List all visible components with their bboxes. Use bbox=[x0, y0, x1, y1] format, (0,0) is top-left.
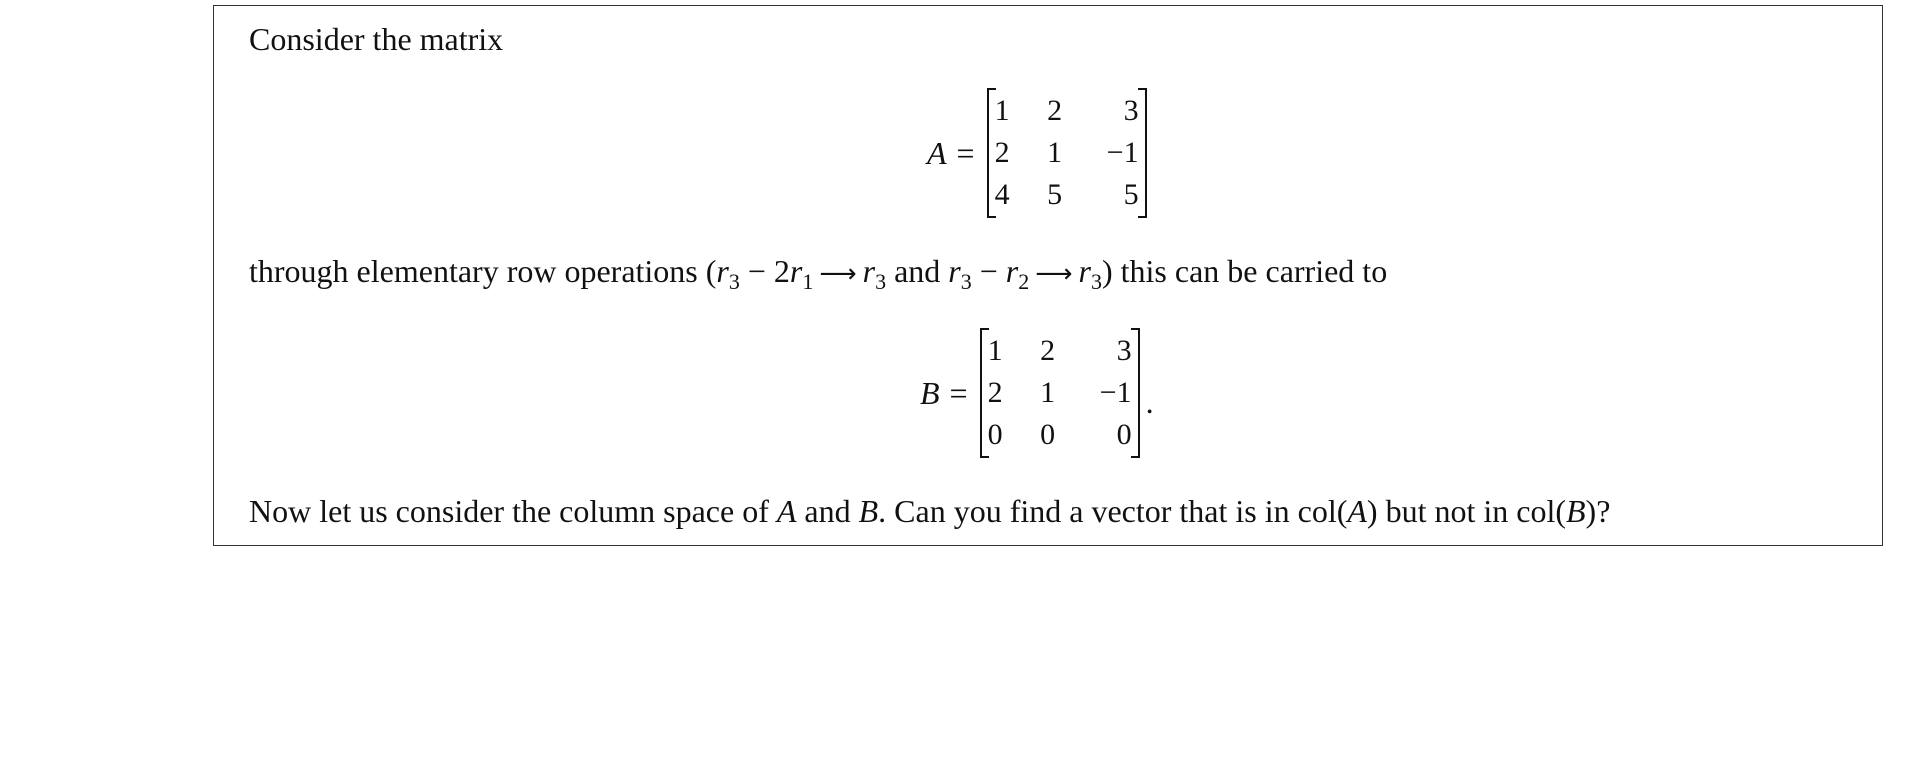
op1-source-sub: 1 bbox=[802, 269, 814, 294]
right-bracket bbox=[1131, 328, 1140, 458]
op2-minus: − bbox=[971, 253, 1006, 289]
ops-intro: through elementary row operations ( bbox=[249, 253, 717, 289]
matrix-a-cell: 4 bbox=[994, 178, 1010, 211]
problem-box bbox=[213, 5, 1883, 546]
matrix-b-cell: 0 bbox=[1040, 418, 1056, 451]
matrix-b-cell: 0 bbox=[1116, 418, 1132, 451]
matrix-b-cell: 2 bbox=[1040, 334, 1056, 367]
matrix-a-cell: 1 bbox=[994, 94, 1010, 127]
trailing-period: . bbox=[1145, 383, 1154, 420]
op2-target: r bbox=[948, 253, 961, 289]
left-bracket bbox=[987, 88, 996, 218]
question-matrix-a: A bbox=[776, 493, 797, 529]
arrow-icon: ⟶ bbox=[1035, 259, 1073, 289]
matrix-a-display bbox=[927, 88, 1147, 218]
matrix-b-grid bbox=[988, 330, 1132, 456]
op2-target-sub: 3 bbox=[960, 269, 972, 294]
matrix-b-cell: 2 bbox=[987, 376, 1003, 409]
question-text bbox=[249, 491, 1610, 531]
question-part4: )? bbox=[1585, 493, 1611, 529]
matrix-a-name: A bbox=[927, 134, 947, 171]
op1-minus: − 2 bbox=[739, 253, 790, 289]
matrix-b bbox=[980, 328, 1140, 458]
right-bracket bbox=[1138, 88, 1147, 218]
arrow-icon: ⟶ bbox=[819, 259, 857, 289]
matrix-a-cell: −1 bbox=[1106, 136, 1139, 169]
ops-outro: ) this can be carried to bbox=[1101, 253, 1388, 289]
op1-target: r bbox=[716, 253, 729, 289]
left-bracket bbox=[980, 328, 989, 458]
op2-result-sub: 3 bbox=[1090, 269, 1102, 294]
op1-source: r bbox=[789, 253, 803, 289]
question-col-a: A bbox=[1347, 493, 1367, 529]
matrix-a-cell: 5 bbox=[1047, 178, 1063, 211]
op1-result-sub: 3 bbox=[875, 269, 887, 294]
matrix-b-cell: 1 bbox=[987, 334, 1003, 367]
matrix-b-cell: 0 bbox=[987, 418, 1003, 451]
equals-sign: = bbox=[956, 134, 975, 171]
matrix-a-grid bbox=[995, 90, 1139, 216]
question-col-b: B bbox=[1566, 493, 1586, 529]
op2-source-sub: 2 bbox=[1018, 269, 1030, 294]
matrix-b-cell: 3 bbox=[1116, 334, 1132, 367]
matrix-a-cell: 5 bbox=[1123, 178, 1139, 211]
question-part3: ) but not in col( bbox=[1366, 493, 1566, 529]
row-operations-text bbox=[249, 251, 1387, 294]
question-and: and bbox=[796, 493, 859, 529]
matrix-b-cell: 1 bbox=[1040, 376, 1056, 409]
op1-target-sub: 3 bbox=[728, 269, 740, 294]
question-part1: Now let us consider the column space of bbox=[249, 493, 777, 529]
matrix-b-name: B bbox=[920, 374, 940, 411]
question-part2: . Can you find a vector that is in col( bbox=[878, 493, 1348, 529]
op2-result: r bbox=[1078, 253, 1091, 289]
equals-sign: = bbox=[949, 374, 968, 411]
op2-source: r bbox=[1005, 253, 1019, 289]
intro-text: Consider the matrix bbox=[249, 21, 504, 57]
ops-and: and bbox=[886, 253, 949, 289]
matrix-a-cell: 3 bbox=[1123, 94, 1139, 127]
matrix-b-cell: −1 bbox=[1099, 376, 1132, 409]
matrix-a bbox=[987, 88, 1147, 218]
op1-result: r bbox=[862, 253, 876, 289]
matrix-a-cell: 2 bbox=[994, 136, 1010, 169]
matrix-a-cell: 1 bbox=[1047, 136, 1063, 169]
matrix-a-cell: 2 bbox=[1047, 94, 1063, 127]
question-matrix-b: B bbox=[858, 493, 879, 529]
matrix-b-display bbox=[920, 328, 1154, 458]
